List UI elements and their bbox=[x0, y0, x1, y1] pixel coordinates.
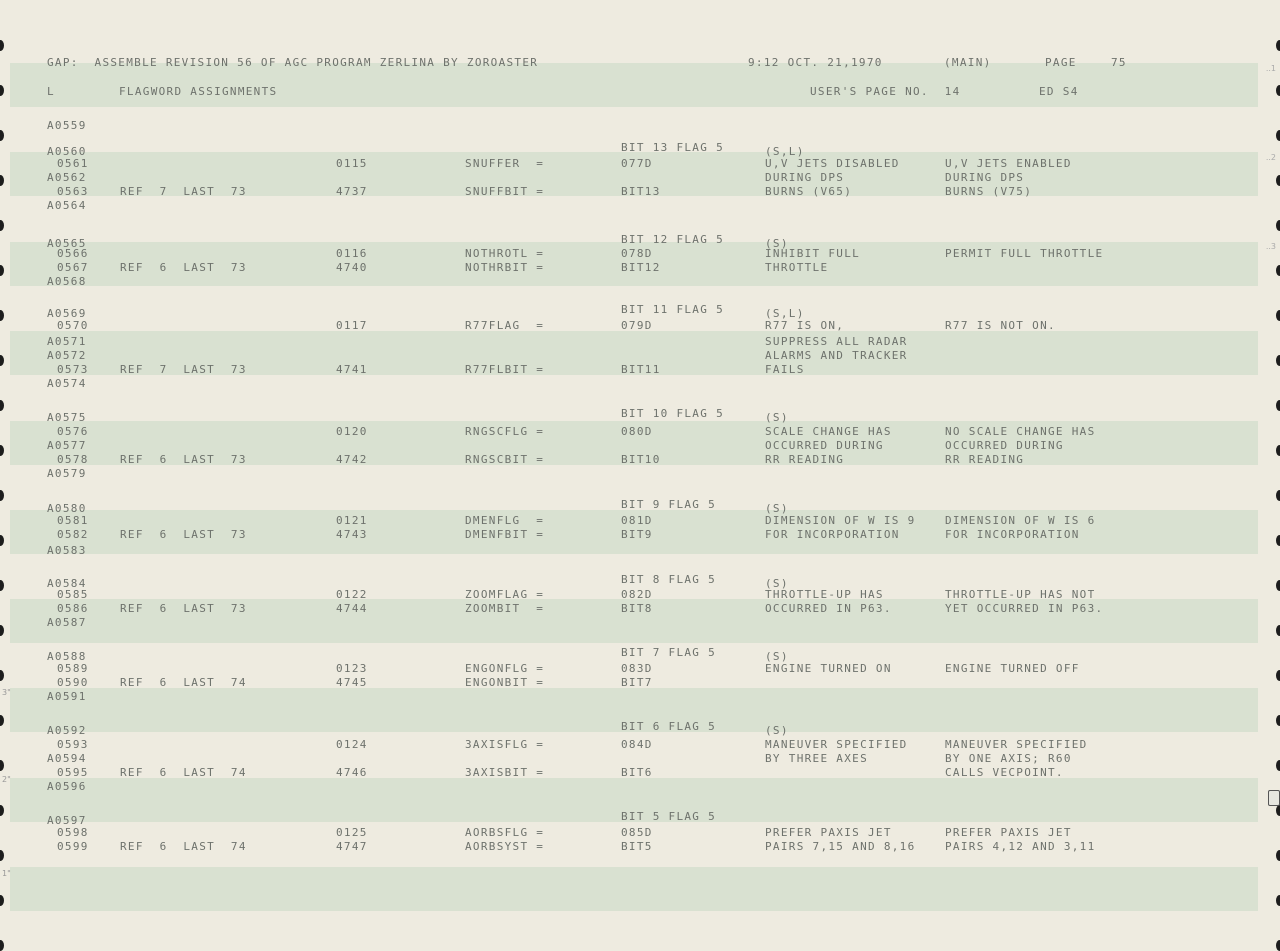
sprocket-hole bbox=[0, 400, 4, 411]
comment-set: THROTTLE-UP HAS bbox=[765, 588, 884, 601]
comment-reset: ENGINE TURNED OFF bbox=[945, 662, 1080, 675]
comment-set: (S) bbox=[765, 724, 789, 737]
line-number: 0573 bbox=[57, 363, 89, 376]
symbol: ENGONBIT = bbox=[465, 676, 545, 689]
sprocket-hole bbox=[0, 85, 4, 96]
symbol: SNUFFER = bbox=[465, 157, 545, 170]
comment-set: U,V JETS DISABLED bbox=[765, 157, 900, 170]
cross-reference: REF 6 LAST 74 bbox=[120, 840, 247, 853]
cross-reference: REF 6 LAST 73 bbox=[120, 528, 247, 541]
symbol: SNUFFBIT = bbox=[465, 185, 545, 198]
symbol: RNGSCFLG = bbox=[465, 425, 545, 438]
sprocket-hole bbox=[0, 940, 4, 951]
comment-set: (S) bbox=[765, 237, 789, 250]
line-number: 0581 bbox=[57, 514, 89, 527]
symbol: 3AXISFLG = bbox=[465, 738, 545, 751]
line-number: A0574 bbox=[47, 377, 87, 390]
line-number: A0569 bbox=[47, 307, 87, 320]
value: 085D bbox=[621, 826, 653, 839]
line-number: 0589 bbox=[57, 662, 89, 675]
line-number: 0566 bbox=[57, 247, 89, 260]
cross-reference: REF 6 LAST 74 bbox=[120, 766, 247, 779]
comment-set: ALARMS AND TRACKER bbox=[765, 349, 908, 362]
comment-set: MANEUVER SPECIFIED bbox=[765, 738, 908, 751]
symbol: NOTHRBIT = bbox=[465, 261, 545, 274]
sprocket-hole bbox=[1276, 715, 1280, 726]
value: BIT8 bbox=[621, 602, 653, 615]
line-number: 0576 bbox=[57, 425, 89, 438]
margin-mark-2in: 2" bbox=[2, 775, 11, 784]
margin-mark-1in: 1" bbox=[2, 869, 11, 878]
address: 4746 bbox=[336, 766, 368, 779]
value: 083D bbox=[621, 662, 653, 675]
line-number: 0563 bbox=[57, 185, 89, 198]
symbol: ZOOMFLAG = bbox=[465, 588, 545, 601]
sprocket-hole bbox=[1276, 580, 1280, 591]
line-number: A0560 bbox=[47, 145, 87, 158]
comment-set: INHIBIT FULL bbox=[765, 247, 861, 260]
value: BIT13 bbox=[621, 185, 661, 198]
bit-flag: BIT 9 FLAG 5 bbox=[621, 498, 717, 511]
sprocket-hole bbox=[1276, 445, 1280, 456]
address: 4743 bbox=[336, 528, 368, 541]
comment-reset: BY ONE AXIS; R60 bbox=[945, 752, 1072, 765]
line-number: 0590 bbox=[57, 676, 89, 689]
sprocket-hole bbox=[0, 670, 4, 681]
sprocket-hole bbox=[0, 175, 4, 186]
line-number: 0585 bbox=[57, 588, 89, 601]
symbol: AORBSFLG = bbox=[465, 826, 545, 839]
line-number: 0593 bbox=[57, 738, 89, 751]
address: 0122 bbox=[336, 588, 368, 601]
header-page-number: 75 bbox=[1111, 56, 1127, 69]
sprocket-hole bbox=[0, 850, 4, 861]
cross-reference: REF 7 LAST 73 bbox=[120, 363, 247, 376]
greenbar-band bbox=[10, 867, 1258, 911]
comment-set: (S) bbox=[765, 650, 789, 663]
value: BIT6 bbox=[621, 766, 653, 779]
line-number: A0580 bbox=[47, 502, 87, 515]
line-number: A0596 bbox=[47, 780, 87, 793]
bit-flag: BIT 6 FLAG 5 bbox=[621, 720, 717, 733]
comment-reset: YET OCCURRED IN P63. bbox=[945, 602, 1104, 615]
address: 4741 bbox=[336, 363, 368, 376]
comment-reset: DURING DPS bbox=[945, 171, 1025, 184]
value: 084D bbox=[621, 738, 653, 751]
comment-set: (S) bbox=[765, 502, 789, 515]
sprocket-hole bbox=[0, 895, 4, 906]
line-number: A0592 bbox=[47, 724, 87, 737]
sprocket-hole bbox=[1276, 535, 1280, 546]
comment-set: R77 IS ON, bbox=[765, 319, 845, 332]
line-number: A0564 bbox=[47, 199, 87, 212]
value: 081D bbox=[621, 514, 653, 527]
bit-flag: BIT 5 FLAG 5 bbox=[621, 810, 717, 823]
line-number: A0568 bbox=[47, 275, 87, 288]
cross-reference: REF 6 LAST 73 bbox=[120, 602, 247, 615]
address: 0125 bbox=[336, 826, 368, 839]
sprocket-hole bbox=[0, 130, 4, 141]
comment-reset: PREFER PAXIS JET bbox=[945, 826, 1072, 839]
value: 078D bbox=[621, 247, 653, 260]
sprocket-hole bbox=[0, 220, 4, 231]
sprocket-hole bbox=[0, 490, 4, 501]
comment-set: (S,L) bbox=[765, 145, 805, 158]
symbol: R77FLBIT = bbox=[465, 363, 545, 376]
cross-reference: REF 6 LAST 73 bbox=[120, 261, 247, 274]
line-number: A0587 bbox=[47, 616, 87, 629]
address: 4745 bbox=[336, 676, 368, 689]
address: 0121 bbox=[336, 514, 368, 527]
symbol: NOTHROTL = bbox=[465, 247, 545, 260]
margin-mark-right-1: ..1 bbox=[1265, 64, 1276, 73]
sprocket-hole bbox=[1276, 265, 1280, 276]
sprocket-hole bbox=[1276, 490, 1280, 501]
bit-flag: BIT 7 FLAG 5 bbox=[621, 646, 717, 659]
sprocket-hole bbox=[1276, 895, 1280, 906]
sprocket-hole bbox=[1276, 310, 1280, 321]
line-number: A0579 bbox=[47, 467, 87, 480]
line-number: A0583 bbox=[47, 544, 87, 557]
value: 079D bbox=[621, 319, 653, 332]
comment-set: FAILS bbox=[765, 363, 805, 376]
comment-set: (S,L) bbox=[765, 307, 805, 320]
sprocket-hole bbox=[1276, 805, 1280, 816]
symbol: RNGSCBIT = bbox=[465, 453, 545, 466]
header-page-label: PAGE bbox=[1045, 56, 1077, 69]
address: 0123 bbox=[336, 662, 368, 675]
bit-flag: BIT 13 FLAG 5 bbox=[621, 141, 724, 154]
comment-set: PAIRS 7,15 AND 8,16 bbox=[765, 840, 916, 853]
line-number: 0582 bbox=[57, 528, 89, 541]
comment-set: OCCURRED DURING bbox=[765, 439, 884, 452]
sprocket-hole bbox=[0, 535, 4, 546]
address: 4747 bbox=[336, 840, 368, 853]
sprocket-hole bbox=[1276, 670, 1280, 681]
sprocket-hole bbox=[0, 760, 4, 771]
comment-reset: PAIRS 4,12 AND 3,11 bbox=[945, 840, 1096, 853]
comment-reset: NO SCALE CHANGE HAS bbox=[945, 425, 1096, 438]
margin-mark-3in: 3" bbox=[2, 688, 11, 697]
line-number: A0571 bbox=[47, 335, 87, 348]
bit-flag: BIT 8 FLAG 5 bbox=[621, 573, 717, 586]
line-number: A0559 bbox=[47, 119, 87, 132]
comment-set: RR READING bbox=[765, 453, 845, 466]
comment-reset: RR READING bbox=[945, 453, 1025, 466]
sprocket-hole bbox=[1276, 175, 1280, 186]
comment-set: (S) bbox=[765, 411, 789, 424]
margin-mark-right-2: ..2 bbox=[1265, 153, 1276, 162]
line-number: A0591 bbox=[47, 690, 87, 703]
comment-set: THROTTLE bbox=[765, 261, 829, 274]
sprocket-hole bbox=[1276, 40, 1280, 51]
comment-reset: DIMENSION OF W IS 6 bbox=[945, 514, 1096, 527]
margin-mark-right-3: ..3 bbox=[1265, 242, 1276, 251]
comment-reset: PERMIT FULL THROTTLE bbox=[945, 247, 1104, 260]
sprocket-hole bbox=[1276, 850, 1280, 861]
comment-set: OCCURRED IN P63. bbox=[765, 602, 892, 615]
line-number: 0595 bbox=[57, 766, 89, 779]
sprocket-hole bbox=[0, 265, 4, 276]
sprocket-hole bbox=[1276, 220, 1280, 231]
sprocket-hole bbox=[1276, 760, 1280, 771]
value: 080D bbox=[621, 425, 653, 438]
cross-reference: REF 6 LAST 73 bbox=[120, 453, 247, 466]
sprocket-hole bbox=[0, 355, 4, 366]
sprocket-hole bbox=[0, 580, 4, 591]
value: BIT10 bbox=[621, 453, 661, 466]
address: 0115 bbox=[336, 157, 368, 170]
value: 082D bbox=[621, 588, 653, 601]
line-number: 0599 bbox=[57, 840, 89, 853]
comment-set: BY THREE AXES bbox=[765, 752, 868, 765]
sprocket-hole bbox=[1276, 400, 1280, 411]
comment-set: FOR INCORPORATION bbox=[765, 528, 900, 541]
line-number: 0586 bbox=[57, 602, 89, 615]
sprocket-hole bbox=[0, 625, 4, 636]
line-number: A0572 bbox=[47, 349, 87, 362]
address: 4744 bbox=[336, 602, 368, 615]
address: 0116 bbox=[336, 247, 368, 260]
comment-set: BURNS (V65) bbox=[765, 185, 853, 198]
line-number: A0588 bbox=[47, 650, 87, 663]
symbol: DMENFBIT = bbox=[465, 528, 545, 541]
comment-set: SCALE CHANGE HAS bbox=[765, 425, 892, 438]
line-number: 0578 bbox=[57, 453, 89, 466]
sprocket-hole bbox=[0, 805, 4, 816]
sprocket-hole bbox=[1276, 130, 1280, 141]
sprocket-hole bbox=[1276, 940, 1280, 951]
line-number: A0597 bbox=[47, 814, 87, 827]
symbol: AORBSYST = bbox=[465, 840, 545, 853]
sprocket-hole bbox=[0, 40, 4, 51]
line-number: 0567 bbox=[57, 261, 89, 274]
line-number: A0565 bbox=[47, 237, 87, 250]
line-number: A0584 bbox=[47, 577, 87, 590]
address: 4742 bbox=[336, 453, 368, 466]
line-number: A0577 bbox=[47, 439, 87, 452]
address: 0124 bbox=[336, 738, 368, 751]
comment-reset: THROTTLE-UP HAS NOT bbox=[945, 588, 1096, 601]
line-number: 0598 bbox=[57, 826, 89, 839]
header-main: (MAIN) bbox=[944, 56, 992, 69]
comment-reset: R77 IS NOT ON. bbox=[945, 319, 1056, 332]
value: BIT7 bbox=[621, 676, 653, 689]
subheader-users-page: USER'S PAGE NO. 14 bbox=[810, 85, 961, 98]
subheader-ed: ED S4 bbox=[1039, 85, 1079, 98]
header-program: GAP: ASSEMBLE REVISION 56 OF AGC PROGRAM ZERLINA BY ZOROASTER bbox=[47, 56, 539, 69]
comment-reset: FOR INCORPORATION bbox=[945, 528, 1080, 541]
bit-flag: BIT 10 FLAG 5 bbox=[621, 407, 724, 420]
subheader-mode: L bbox=[47, 85, 55, 98]
comment-set: DIMENSION OF W IS 9 bbox=[765, 514, 916, 527]
symbol: 3AXISBIT = bbox=[465, 766, 545, 779]
line-number: A0575 bbox=[47, 411, 87, 424]
comment-set: PREFER PAXIS JET bbox=[765, 826, 892, 839]
line-number: 0570 bbox=[57, 319, 89, 332]
page-clip bbox=[1268, 790, 1280, 806]
symbol: R77FLAG = bbox=[465, 319, 545, 332]
subheader-section: FLAGWORD ASSIGNMENTS bbox=[119, 85, 278, 98]
sprocket-hole bbox=[0, 445, 4, 456]
sprocket-hole bbox=[0, 310, 4, 321]
comment-reset: U,V JETS ENABLED bbox=[945, 157, 1072, 170]
sprocket-hole bbox=[0, 715, 4, 726]
bit-flag: BIT 11 FLAG 5 bbox=[621, 303, 724, 316]
header-datetime: 9:12 OCT. 21,1970 bbox=[748, 56, 883, 69]
comment-reset: BURNS (V75) bbox=[945, 185, 1033, 198]
bit-flag: BIT 12 FLAG 5 bbox=[621, 233, 724, 246]
sprocket-hole bbox=[1276, 625, 1280, 636]
comment-reset: OCCURRED DURING bbox=[945, 439, 1064, 452]
comment-set: ENGINE TURNED ON bbox=[765, 662, 892, 675]
comment-reset: CALLS VECPOINT. bbox=[945, 766, 1064, 779]
sprocket-hole bbox=[1276, 85, 1280, 96]
cross-reference: REF 7 LAST 73 bbox=[120, 185, 247, 198]
address: 4737 bbox=[336, 185, 368, 198]
symbol: ZOOMBIT = bbox=[465, 602, 545, 615]
line-number: A0562 bbox=[47, 171, 87, 184]
address: 0117 bbox=[336, 319, 368, 332]
comment-set: (S) bbox=[765, 577, 789, 590]
symbol: ENGONFLG = bbox=[465, 662, 545, 675]
address: 0120 bbox=[336, 425, 368, 438]
comment-set: DURING DPS bbox=[765, 171, 845, 184]
sprocket-hole bbox=[1276, 355, 1280, 366]
value: BIT12 bbox=[621, 261, 661, 274]
line-number: A0594 bbox=[47, 752, 87, 765]
value: BIT5 bbox=[621, 840, 653, 853]
cross-reference: REF 6 LAST 74 bbox=[120, 676, 247, 689]
symbol: DMENFLG = bbox=[465, 514, 545, 527]
address: 4740 bbox=[336, 261, 368, 274]
comment-reset: MANEUVER SPECIFIED bbox=[945, 738, 1088, 751]
line-number: 0561 bbox=[57, 157, 89, 170]
value: 077D bbox=[621, 157, 653, 170]
value: BIT11 bbox=[621, 363, 661, 376]
value: BIT9 bbox=[621, 528, 653, 541]
comment-set: SUPPRESS ALL RADAR bbox=[765, 335, 908, 348]
